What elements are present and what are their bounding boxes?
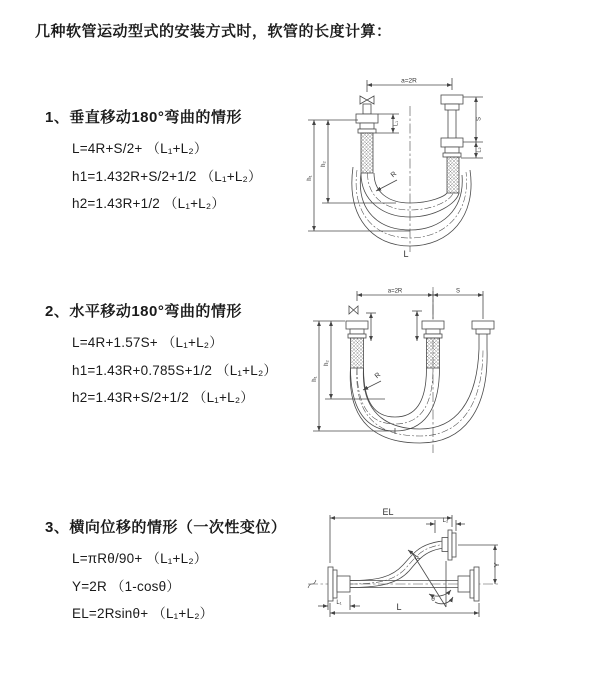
dim-label-s: S [476,116,483,122]
dim-label-l2: L₂ [442,518,449,524]
dim-label-span: a=2R [401,77,417,85]
dim-label-h2: h₂ [321,161,327,167]
dim-label-y: Y [492,562,501,568]
formula-length: L=4R+S/2+ （L₁+L₂） [72,141,208,156]
section-1-heading: 1、垂直移动180°弯曲的情形 [45,109,242,126]
formula-h1: h1=1.432R+S/2+1/2 （L₁+L₂） [72,168,262,184]
dim-label-l1: L₁ [393,121,400,126]
braided-hose-section [427,338,440,368]
dim-label-l1: L₁ [336,600,342,606]
formula-h2: h2=1.43R+1/2 （L₁+L₂） [72,196,226,211]
formula-length: L=πRθ/90+ （L₁+L₂） [72,551,208,566]
left-pipe-fitting [356,104,378,173]
dimension-l [330,603,479,617]
diagram-lateral-displacement [298,503,600,645]
displaced-hose [350,530,456,588]
dim-label-h2: h₂ [324,360,330,366]
section-2-heading: 2、水平移动180°弯曲的情形 [45,303,242,320]
length-label: L [403,249,409,259]
section-3-heading: 3、横向位移的情形（一次性变位） [45,519,287,536]
dim-label-h1: h₁ [312,376,318,382]
dimension-el [330,515,452,563]
dim-label-s: S [455,288,461,295]
formula-el: EL=2Rsinθ+ （L₁+L₂） [72,606,214,621]
hose-curve-inner [374,170,447,203]
right-pipe-fitting [441,95,463,193]
right-pipe-fitting [472,321,494,349]
middle-pipe-fitting [422,321,444,368]
diagram-horizontal-180-bend [305,283,600,468]
section-vertical-movement [45,106,262,218]
section-horizontal-movement [45,300,277,412]
dim-label-l2: L₂ [476,147,483,153]
radius-label: R [389,170,399,180]
hose-centerline [357,349,483,436]
dim-label-h1: h₁ [307,175,313,181]
formula-length: L=4R+1.57S+ （L₁+L₂） [72,335,223,350]
formula-h2: h2=1.43R+S/2+1/2 （L₁+L₂） [72,390,254,405]
dim-label-l: L [396,602,402,612]
dimension-fitting [366,311,422,341]
radius-leader [363,381,381,390]
radius-label: R [373,371,383,381]
dim-label-span: a=2R [387,288,403,295]
dim-label-el: EL [382,507,394,517]
dimension-span [357,288,483,319]
theta-label: θ [431,596,435,603]
diagram-vertical-180-bend [300,70,600,270]
page-title: 几种软管运动型式的安装方式时，软管的长度计算： [35,23,392,40]
radius-label: R [413,554,423,564]
braided-hose-section [361,133,373,173]
radius-leader [376,180,397,191]
section-lateral-displacement [45,516,286,628]
formula-h1: h1=1.43R+0.785S+1/2 （L₁+L₂） [72,362,278,378]
formula-y: Y=2R （1-cosθ） [72,578,181,594]
braided-hose-section [447,157,459,193]
braided-hose-section [351,338,364,368]
hose-centerline [357,368,433,424]
valve-icon [360,96,374,104]
left-pipe-fitting [346,321,368,368]
left-flange [328,567,350,601]
valve-icon [349,306,358,314]
hose-curve [363,349,479,429]
